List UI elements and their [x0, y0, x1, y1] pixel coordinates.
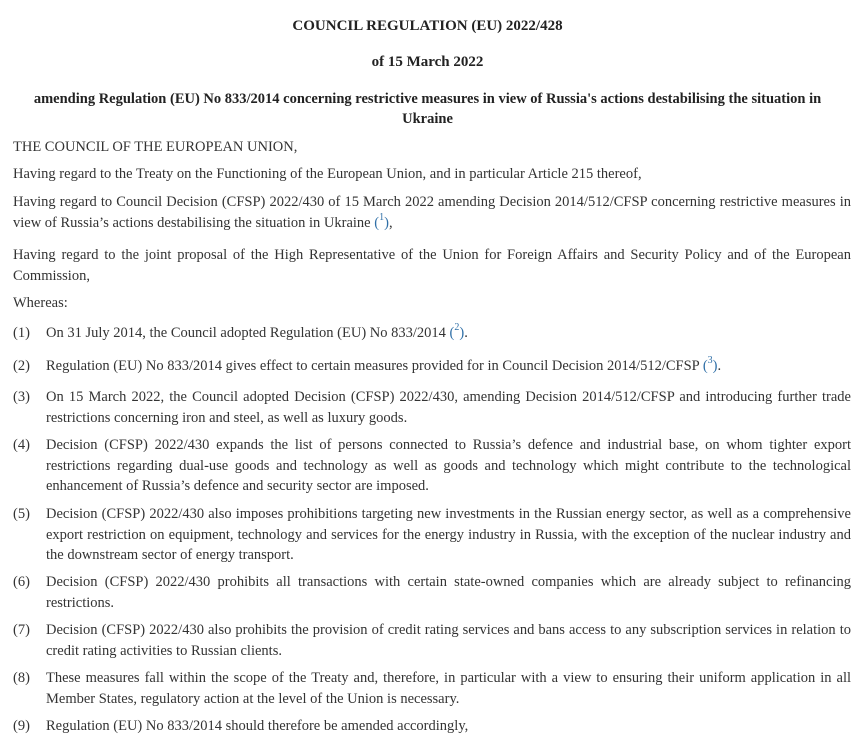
citation-decision: Having regard to Council Decision (CFSP) 2022/430 of 15 March 2022 amending Decision 2014/512/CFSP concerning restrictive measures in view of Russia’s actions destabilising the situation in Ukraine ($^1$),: [13, 194, 851, 231]
recital-text: Regulation (EU) No 833/2014 gives effect to certain measures provided for in Council Decision 2014/512/CFSP: [46, 358, 700, 374]
recital-text: On 31 July 2014, the Council adopted Regulation (EU) No 833/2014: [46, 325, 446, 341]
recital-number: (2): [13, 358, 30, 374]
footnote-link-3[interactable]: ($^3$): [702, 355, 718, 374]
recital-number: (1): [13, 325, 30, 341]
recital-text: On 15 March 2022, the Council adopted Decision (CFSP) 2022/430, amending Decision 2014/512/CFSP and introducing further trade restrictions concerning iron and steel, as well as luxury goods.: [46, 389, 851, 426]
recital-number: (4): [13, 437, 30, 453]
whereas-heading: Whereas:: [13, 295, 68, 311]
recital-text: These measures fall within the scope of the Treaty and, therefore, in particular with a view to ensuring their uniform application in all Member States, regulatory action at the level of the Union is necessary.: [46, 670, 851, 707]
recital-number: (6): [13, 574, 30, 590]
recital-text: Decision (CFSP) 2022/430 also prohibits the provision of credit rating services and bans access to any subscription services in relation to credit rating activities to Russian clients.: [46, 622, 851, 659]
recital-number: (7): [13, 622, 30, 638]
recital-text: Decision (CFSP) 2022/430 prohibits all transactions with certain state-owned companies which are already subject to refinancing restrictions.: [46, 574, 851, 611]
council-heading: THE COUNCIL OF THE EUROPEAN UNION,: [13, 139, 298, 155]
recital-text: Decision (CFSP) 2022/430 expands the list of persons connected to Russia’s defence and industrial base, on whom tighter export restrictions regarding dual-use goods and technology as well as goods and technology which might contribute to the technological enhancement of Russia’s defence and security sector are imposed.: [46, 437, 851, 494]
recital-text: Regulation (EU) No 833/2014 should therefore be amended accordingly,: [46, 718, 469, 734]
recital-number: (9): [13, 718, 30, 734]
citation-decision-text: Having regard to Council Decision (CFSP) 2022/430 of 15 March 2022 amending Decision 2014/512/CFSP concerning restrictive measures in view of Russia’s actions destabilising the situation in Ukraine: [13, 194, 851, 231]
regulation-document: COUNCIL REGULATION (EU) 2022/428 of 15 March 2022 amending Regulation (EU) No 833/2014 concerning restrictive measures in view of Russia's actions destabilising the situation in Ukraine THE COUNCIL OF THE EUROPEAN UNION, Having regard to the Treaty on the Functioning of the European Union, and in particular Article 215 thereof, Having regard to Council Decision (CFSP) 2022/430 of 15 March 2022 amending Decision 2014/512/CFSP concerning restrictive measures in view of Russia’s actions destabilising the situation in Ukraine ($^1$), Having regard to the joint proposal of the High Representative of the Union for Foreign Affairs and Security Policy and of the European Commission, Whereas: (1) On 31 July 2014, the Council adopted Regulation (EU) No 833/2014 ($^2$). (2) Regulation (EU) No 833/2014 gives effect to certain measures provided for in Council Decision 2014/512/CFSP ($^3$). (3) On 15 March 2022, the Council adopted Decision (CFSP) 2022/430, amending Decision 2014/512/CFSP and introducing further trade restrictions concerning iron and steel, as well as luxury goods. (4) Decision (CFSP) 2022/430 expands the list of persons connected to Russia’s defence and industrial base, on whom tighter export restrictions regarding dual-use goods and technology as well as goods and technology which might contribute to the technological enhancement of Russia’s defence and security sector are imposed. (5) Decision (CFSP) 2022/430 also imposes prohibitions targeting new investments in the Russian energy sector, as well as a comprehensive export restriction on equipment, technology and services for the energy industry in Russia, with the exception of the nuclear industry and the downstream sector of energy transport. (6) Decision (CFSP) 2022/430 prohibits all transactions with certain state-owned companies which are already subject to refinancing restrictions. (7) Decision (CFSP) 2022/430 also prohibits the provision of credit rating services and bans access to any subscription services in relation to credit rating activities to Russian clients. (8) These measures fall within the scope of the Treaty and, therefore, in particular with a view to ensuring their uniform application in all Member States, regulatory action at the level of the Union is necessary. (9) Regulation (EU) No 833/2014 should therefore be amended accordingly,: [0, 0, 855, 741]
recital-number: (3): [13, 389, 30, 405]
footnote-link-2[interactable]: ($^2$): [449, 322, 465, 341]
citation-treaty: Having regard to the Treaty on the Functioning of the European Union, and in particular Article 215 thereof,: [13, 166, 642, 182]
citation-joint-proposal: Having regard to the joint proposal of the High Representative of the Union for Foreign Affairs and Security Policy and of the European Commission,: [13, 247, 851, 284]
footnote-link-1[interactable]: ($^1$): [374, 211, 389, 231]
document-title: COUNCIL REGULATION (EU) 2022/428: [292, 18, 563, 34]
recital-number: (5): [13, 506, 30, 522]
document-subtitle: amending Regulation (EU) No 833/2014 concerning restrictive measures in view of Russia's actions destabilising the situation in Ukraine: [33, 91, 822, 127]
recital-text: Decision (CFSP) 2022/430 also imposes prohibitions targeting new investments in the Russian energy sector, as well as a comprehensive export restriction on equipment, technology and services for the energy industry in Russia, with the exception of the nuclear industry and the downstream sector of energy transport.: [46, 506, 851, 563]
recital-number: (8): [13, 670, 30, 686]
document-date: of 15 March 2022: [371, 54, 484, 70]
